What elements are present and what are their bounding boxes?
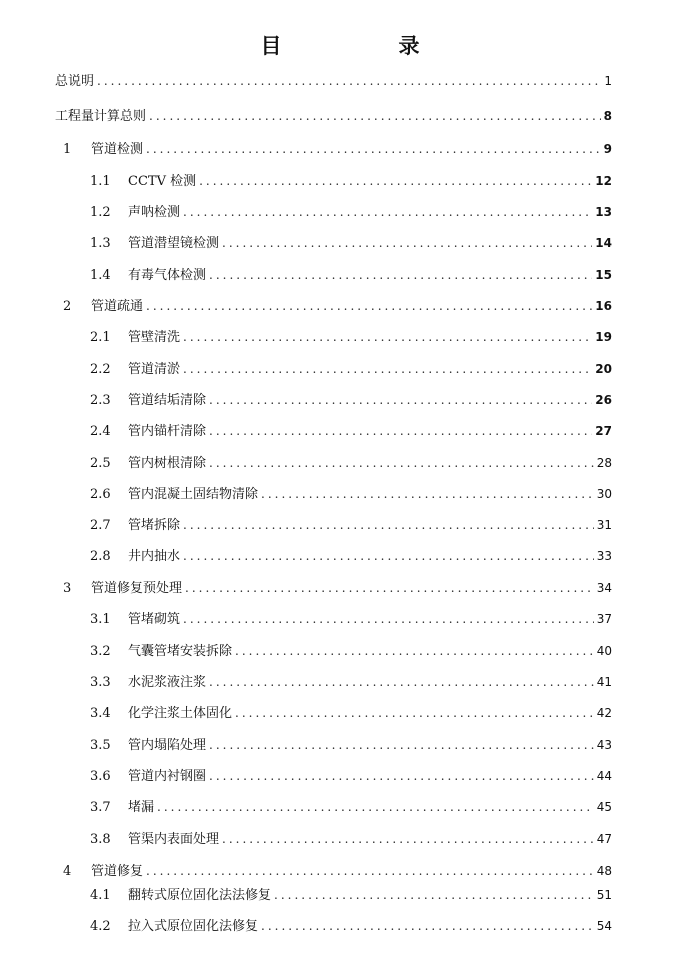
toc-entry[interactable] bbox=[55, 138, 612, 160]
toc-entry-number: 3.8 bbox=[90, 832, 111, 847]
toc-entry-title: 管道修复预处理 bbox=[91, 581, 183, 596]
dot-leader bbox=[235, 640, 594, 662]
dot-leader bbox=[209, 734, 594, 756]
toc-entry-number: 2.7 bbox=[90, 518, 111, 533]
toc-entry[interactable] bbox=[90, 734, 612, 756]
dot-leader bbox=[183, 326, 592, 348]
toc-entry[interactable] bbox=[90, 796, 612, 818]
toc-entry-page-number: 13 bbox=[595, 205, 612, 219]
toc-entry-title: 总说明 bbox=[55, 74, 95, 89]
toc-entry-page-number: 27 bbox=[595, 424, 612, 438]
toc-entry-title: 管内塌陷处理 bbox=[128, 738, 207, 753]
toc-entry-title: 管堵拆除 bbox=[128, 518, 181, 533]
toc-entry-number: 1.3 bbox=[90, 236, 111, 251]
toc-entry-page-number: 9 bbox=[603, 142, 612, 156]
toc-entry-page-number: 34 bbox=[596, 581, 612, 595]
dot-leader bbox=[149, 105, 601, 127]
toc-entry[interactable] bbox=[90, 671, 612, 693]
dot-leader bbox=[183, 514, 594, 536]
toc-entry[interactable] bbox=[90, 640, 612, 662]
toc-entry-title: 声呐检测 bbox=[128, 205, 181, 220]
toc-entry[interactable] bbox=[90, 358, 612, 380]
toc-entry-page-number: 42 bbox=[596, 706, 612, 720]
toc-entry-number: 2.2 bbox=[90, 362, 111, 377]
toc-entry-title: 管道结垢清除 bbox=[128, 393, 207, 408]
toc-entry-page-number: 33 bbox=[596, 549, 612, 563]
toc-entry[interactable] bbox=[55, 577, 612, 599]
toc-entry-number: 1.4 bbox=[90, 268, 111, 283]
toc-entry-number: 4.1 bbox=[90, 888, 111, 903]
toc-entry-page-number: 14 bbox=[595, 236, 612, 250]
dot-leader bbox=[209, 389, 592, 411]
dot-leader bbox=[157, 796, 594, 818]
toc-entry[interactable] bbox=[90, 884, 612, 906]
page-title: 目 录 bbox=[260, 34, 468, 58]
toc-entry-title: 拉入式原位固化法修复 bbox=[128, 919, 259, 934]
toc-entry-number: 3.5 bbox=[90, 738, 111, 753]
toc-entry[interactable] bbox=[90, 326, 612, 348]
toc-entry-number: 2.1 bbox=[90, 330, 111, 345]
toc-entry[interactable] bbox=[90, 264, 612, 286]
toc-entry-page-number: 15 bbox=[595, 268, 612, 282]
toc-entry-page-number: 45 bbox=[596, 800, 612, 814]
toc-entry-title: 管渠内表面处理 bbox=[128, 832, 220, 847]
toc-entry-page-number: 19 bbox=[595, 330, 612, 344]
toc-entry-title: 有毒气体检测 bbox=[128, 268, 207, 283]
dot-leader bbox=[183, 201, 592, 223]
toc-entry[interactable] bbox=[90, 483, 612, 505]
toc-entry-page-number: 40 bbox=[596, 644, 612, 658]
dot-leader bbox=[183, 545, 594, 567]
toc-entry-title: 水泥浆液注浆 bbox=[128, 675, 207, 690]
toc-entry-page-number: 47 bbox=[596, 832, 612, 846]
dot-leader bbox=[146, 860, 594, 882]
dot-leader bbox=[222, 232, 592, 254]
dot-leader bbox=[209, 420, 592, 442]
toc-entry-page-number: 26 bbox=[595, 393, 612, 407]
toc-entry-title: 管道清淤 bbox=[128, 362, 181, 377]
toc-entry-page-number: 51 bbox=[596, 888, 612, 902]
dot-leader bbox=[146, 295, 592, 317]
toc-entry-page-number: 8 bbox=[603, 109, 612, 123]
dot-leader bbox=[199, 170, 592, 192]
toc-entry[interactable] bbox=[90, 170, 612, 192]
toc-entry-page-number: 43 bbox=[596, 738, 612, 752]
toc-entry-number: 4 bbox=[63, 864, 72, 879]
toc-entry-title: 管内混凝土固结物清除 bbox=[128, 487, 259, 502]
dot-leader bbox=[97, 70, 601, 92]
dot-leader bbox=[209, 452, 594, 474]
toc-entry-number: 3.6 bbox=[90, 769, 111, 784]
toc-entry-title: 管壁清洗 bbox=[128, 330, 181, 345]
toc-entry-number: 3.4 bbox=[90, 706, 111, 721]
toc-entry-number: 2.4 bbox=[90, 424, 111, 439]
toc-entry-page-number: 37 bbox=[596, 612, 612, 626]
dot-leader bbox=[183, 608, 594, 630]
toc-entry-page-number: 28 bbox=[596, 456, 612, 470]
toc-entry-page-number: 20 bbox=[595, 362, 612, 376]
toc-entry[interactable] bbox=[90, 389, 612, 411]
toc-entry-page-number: 16 bbox=[595, 299, 612, 313]
toc-entry[interactable] bbox=[90, 452, 612, 474]
toc-entry[interactable] bbox=[55, 860, 612, 882]
toc-entry-page-number: 30 bbox=[596, 487, 612, 501]
toc-entry-page-number: 54 bbox=[596, 919, 612, 933]
toc-entry-number: 2.6 bbox=[90, 487, 111, 502]
toc-entry[interactable] bbox=[55, 70, 612, 92]
toc-entry[interactable] bbox=[55, 295, 612, 317]
toc-entry-title: 管道潜望镜检测 bbox=[128, 236, 220, 251]
dot-leader bbox=[183, 358, 592, 380]
toc-entry-number: 2.5 bbox=[90, 456, 111, 471]
toc-entry-title: 管内树根清除 bbox=[128, 456, 207, 471]
toc-entry-title: CCTV 检测 bbox=[128, 174, 197, 189]
toc-entry-number: 4.2 bbox=[90, 919, 111, 934]
toc-entry[interactable] bbox=[90, 545, 612, 567]
toc-entry-title: 管道疏通 bbox=[91, 299, 144, 314]
toc-entry-page-number: 41 bbox=[596, 675, 612, 689]
toc-entry-title: 化学注浆土体固化 bbox=[128, 706, 233, 721]
dot-leader bbox=[146, 138, 601, 160]
dot-leader bbox=[185, 577, 594, 599]
dot-leader bbox=[222, 828, 594, 850]
toc-entry-number: 3.1 bbox=[90, 612, 111, 627]
toc-entry-page-number: 12 bbox=[595, 174, 612, 188]
toc-entry-number: 1.1 bbox=[90, 174, 111, 189]
toc-entry[interactable] bbox=[90, 201, 612, 223]
toc-entry-number: 1 bbox=[63, 142, 72, 157]
toc-entry[interactable] bbox=[90, 420, 612, 442]
toc-entry[interactable] bbox=[90, 702, 612, 724]
dot-leader bbox=[261, 483, 594, 505]
toc-entry[interactable] bbox=[90, 514, 612, 536]
dot-leader bbox=[274, 884, 594, 906]
toc-entry-title: 管道内衬钢圈 bbox=[128, 769, 207, 784]
toc-entry-page-number: 31 bbox=[596, 518, 612, 532]
toc-entry[interactable] bbox=[90, 828, 612, 850]
toc-entry[interactable] bbox=[90, 232, 612, 254]
toc-entry-number: 3.2 bbox=[90, 644, 111, 659]
toc-entry-title: 工程量计算总则 bbox=[55, 109, 147, 124]
dot-leader bbox=[209, 671, 594, 693]
toc-entry-number: 2.8 bbox=[90, 549, 111, 564]
toc-entry-title: 井内抽水 bbox=[128, 549, 181, 564]
toc-entry-page-number: 48 bbox=[596, 864, 612, 878]
toc-entry-number: 3.7 bbox=[90, 800, 111, 815]
toc-entry-page-number: 1 bbox=[604, 74, 612, 88]
toc-entry[interactable] bbox=[90, 915, 612, 937]
toc-entry-title: 管道修复 bbox=[91, 864, 144, 879]
toc-entry-title: 管堵砌筑 bbox=[128, 612, 181, 627]
toc-entry-title: 翻转式原位固化法法修复 bbox=[128, 888, 272, 903]
toc-entry-title: 堵漏 bbox=[128, 800, 155, 815]
dot-leader bbox=[235, 702, 594, 724]
toc-entry-number: 3.3 bbox=[90, 675, 111, 690]
toc-entry[interactable] bbox=[90, 765, 612, 787]
toc-entry-title: 管道检测 bbox=[91, 142, 144, 157]
toc-entry-number: 2.3 bbox=[90, 393, 111, 408]
dot-leader bbox=[209, 264, 592, 286]
toc-entry-number: 3 bbox=[63, 581, 72, 596]
toc-entry[interactable] bbox=[55, 105, 612, 127]
toc-entry-number: 2 bbox=[63, 299, 72, 314]
toc-entry-title: 管内锚杆清除 bbox=[128, 424, 207, 439]
toc-entry-number: 1.2 bbox=[90, 205, 111, 220]
toc-entry-page-number: 44 bbox=[596, 769, 612, 783]
dot-leader bbox=[261, 915, 594, 937]
dot-leader bbox=[209, 765, 594, 787]
toc-entry-title: 气囊管堵安装拆除 bbox=[128, 644, 233, 659]
toc-entry[interactable] bbox=[90, 608, 612, 630]
